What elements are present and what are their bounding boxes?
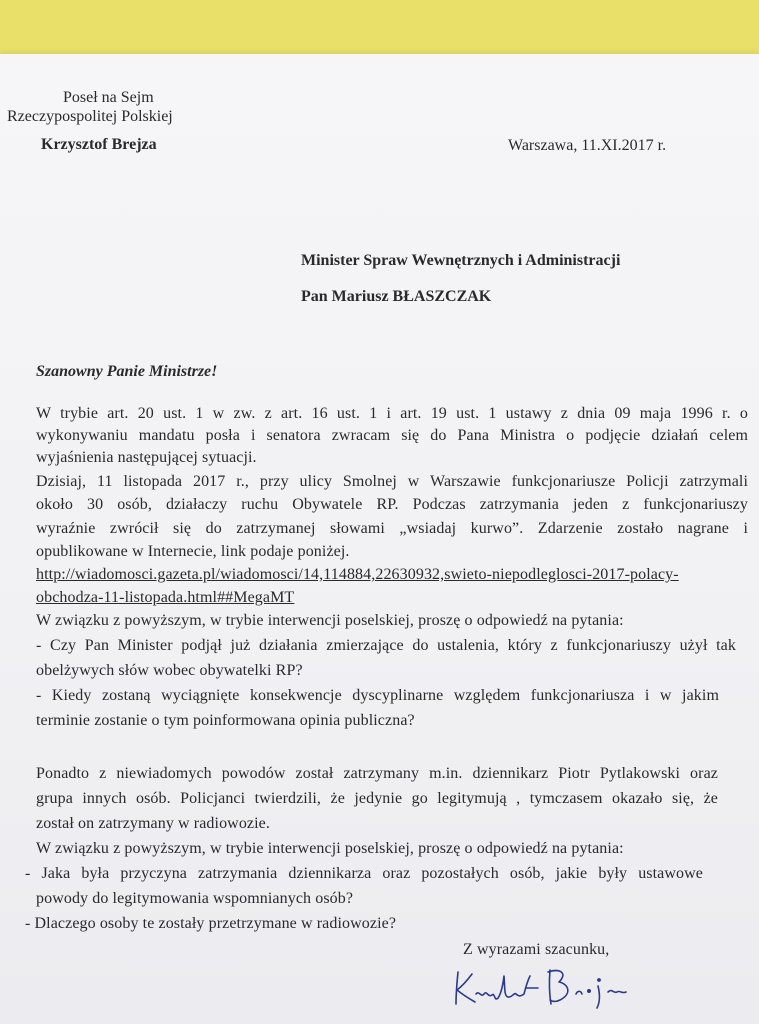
paragraph-4-line-3: został on zatrzymany w radiowozie.	[36, 815, 270, 832]
question-4-line-1: - Dlaczego osoby te zostały przetrzymane w radiowozie?	[25, 915, 397, 932]
question-1-line-1: - Czy Pan Minister podjął już działania zmierzające do ustalenia, który z funkcjonariuszy użył tak	[36, 637, 736, 654]
sender-line-2: Rzeczypospolitej Polskiej	[7, 108, 173, 125]
paragraph-4-line-1: Ponadto z niewiadomych powodów został zatrzymany m.in. dziennikarz Piotr Pytlakowski oraz	[36, 765, 718, 782]
paragraph-2-line-2: około 30 osób, działaczy ruchu Obywatele RP. Podczas zatrzymania jeden z funkcjonariuszy	[36, 496, 748, 513]
handwritten-signature	[448, 964, 678, 1014]
recipient-name: Pan Mariusz BŁASZCZAK	[301, 288, 492, 305]
question-3-line-1: - Jaka była przyczyna zatrzymania dziennikarza oraz pozostałych osób, jakie były ustawowe	[25, 865, 703, 882]
question-2-line-2: terminie zostanie o tym poinformowana opinia publiczna?	[36, 712, 415, 729]
paragraph-1-line-3: wyjaśnienia następującej sytuacji.	[36, 449, 257, 466]
paragraph-5-line-1: W związku z powyższym, w trybie interwencji poselskiej, proszę o odpowiedź na pytania:	[36, 840, 624, 857]
paragraph-2-line-4: opublikowane w Internecie, link podaje poniżej.	[36, 543, 350, 560]
sender-line-1: Poseł na Sejm	[63, 89, 154, 106]
question-3-line-2: powody do legitymowania wspomnianych osób?	[36, 890, 354, 907]
paragraph-1-line-1: W trybie art. 20 ust. 1 w zw. z art. 16 ust. 1 i art. 19 ust. 1 ustawy z dnia 09 maja 1996 r. o	[36, 405, 748, 422]
paragraph-4-line-2: grupa innych osób. Policjanci twierdzili, że jedynie go legitymują , tymczasem okazało się, że	[36, 790, 718, 807]
article-link-line-2[interactable]: obchodza-11-listopada.html##MegaMT	[36, 589, 295, 606]
paragraph-2-line-3: wyraźnie zwrócił się do zatrzymanej słowami „wsiadaj kurwo”. Zdarzenie zostało nagrane i	[36, 520, 748, 537]
letter-date: Warszawa, 11.XI.2017 r.	[508, 137, 667, 154]
question-2-line-1: - Kiedy zostaną wyciągnięte konsekwencje dyscyplinarne względem funkcjonariusza i w jakim	[36, 687, 719, 704]
recipient-title: Minister Spraw Wewnętrznych i Administracji	[301, 252, 621, 269]
greeting: Szanowny Panie Ministrze!	[36, 363, 218, 380]
sender-name: Krzysztof Brejza	[41, 136, 157, 153]
paragraph-3-line-1: W związku z powyższym, w trybie interwencji poselskiej, proszę o odpowiedź na pytania:	[36, 612, 624, 629]
article-link-line-1[interactable]: http://wiadomosci.gazeta.pl/wiadomosci/14,114884,22630932,swieto-niepodleglosci-2017-polacy-	[36, 566, 679, 583]
closing-phrase: Z wyrazami szacunku,	[463, 941, 610, 958]
paragraph-2-line-1: Dzisiaj, 11 listopada 2017 r., przy ulicy Smolnej w Warszawie funkcjonariusze Policji zatrzymali	[36, 473, 748, 490]
paragraph-1-line-2: wykonywaniu mandatu posła i senatora zwracam się do Pana Ministra o podjęcie działań celem	[36, 427, 748, 444]
question-1-line-2: obelżywych słów wobec obywatelki RP?	[36, 662, 303, 679]
